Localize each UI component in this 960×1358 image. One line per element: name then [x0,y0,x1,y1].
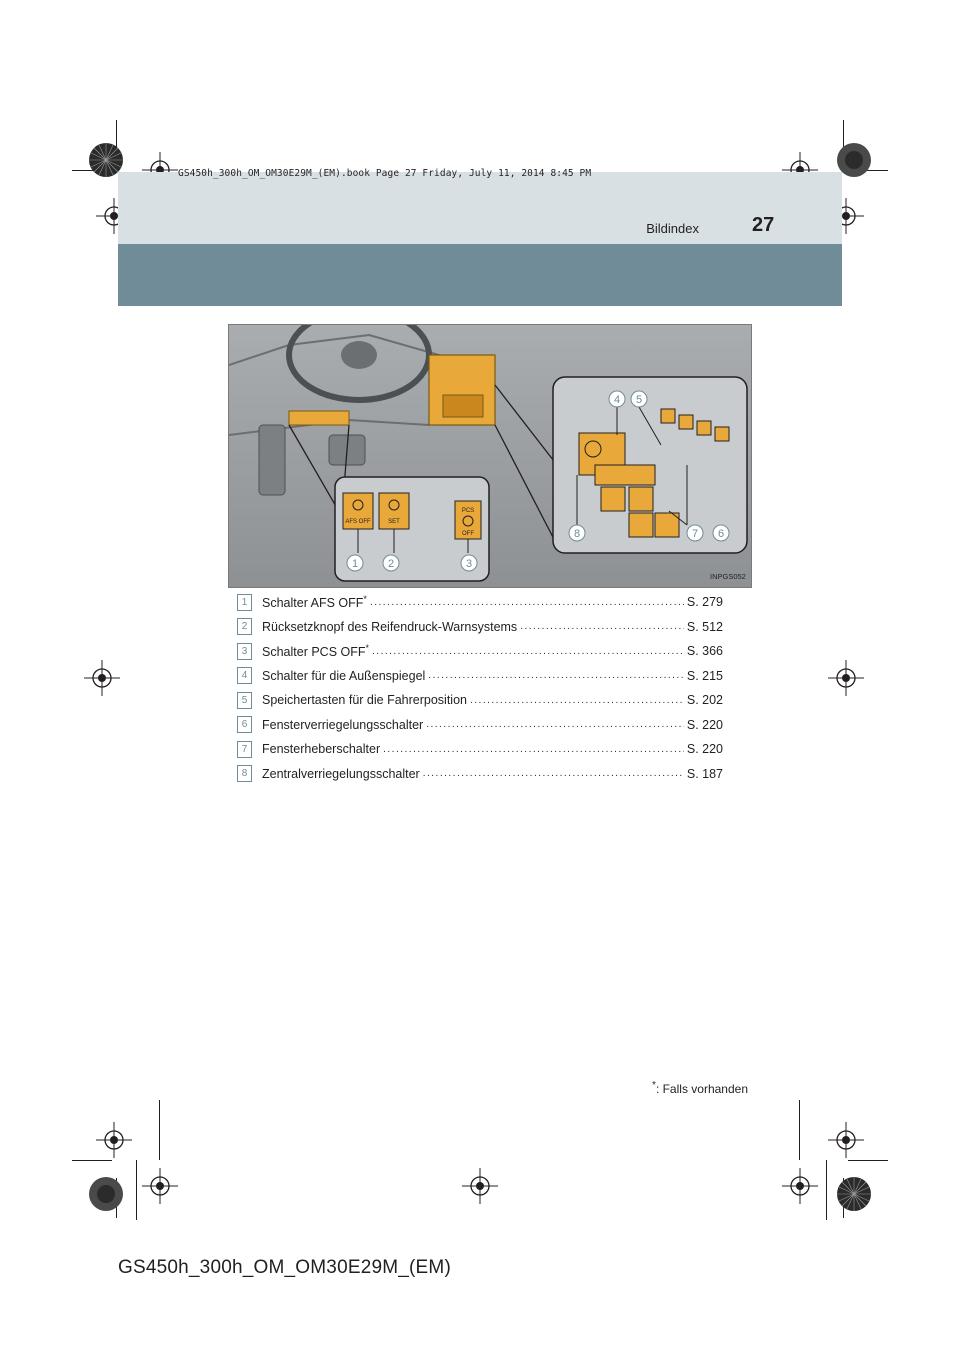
item-number-badge: 3 [237,643,252,660]
starburst-target-icon [88,1176,124,1212]
index-row [237,713,723,738]
item-number-badge: 6 [237,716,252,733]
leader-dots [470,695,684,706]
index-row [237,688,723,713]
leader-dots [372,646,684,657]
svg-text:3: 3 [465,558,473,570]
index-list [237,590,723,786]
callout-3 [461,555,477,571]
callout-5 [631,391,647,407]
item-number-badge: 5 [237,692,252,709]
item-label: Schalter AFS OFF* [262,594,367,611]
leader-dots [428,670,684,681]
svg-text:6: 6 [717,528,725,540]
crop-mark [159,1100,160,1160]
svg-text:2: 2 [387,558,395,570]
index-row [237,664,723,689]
item-page-ref[interactable]: S. 512 [686,619,723,634]
pcs-button-label-top: PCS [461,508,475,514]
item-label: Rücksetzknopf des Reifendruck-Warnsystems [262,619,518,634]
item-number-badge: 4 [237,667,252,684]
header-band [118,172,842,244]
registration-crosshair-icon [142,1168,178,1204]
svg-text:5: 5 [635,394,643,406]
item-page-ref[interactable]: S. 366 [686,644,723,659]
book-stamp: GS450h_300h_OM_OM30E29M_(EM).book Page 27 Friday, July 11, 2014 8:45 PM [178,168,592,179]
registration-crosshair-icon [828,660,864,696]
header-bar [118,244,842,306]
footer-code: GS450h_300h_OM_OM30E29M_(EM) [118,1257,451,1278]
item-page-ref[interactable]: S. 279 [686,595,723,610]
leader-dots [426,719,684,730]
item-page-ref[interactable]: S. 187 [686,766,723,781]
crop-mark [826,1160,827,1220]
leader-dots [423,768,684,779]
index-row [237,639,723,664]
item-number-badge: 1 [237,594,252,611]
footnote: *: Falls vorhanden [652,1080,748,1096]
item-number-badge: 7 [237,741,252,758]
item-page-ref[interactable]: S. 202 [686,693,723,708]
dashboard-illustration [228,324,752,588]
section-title: Bildindex [646,221,699,236]
crop-mark [136,1160,137,1220]
crop-mark [799,1100,800,1160]
item-label: Fensterverriegelungsschalter [262,717,424,732]
index-row [237,590,723,615]
item-page-ref[interactable]: S. 220 [686,742,723,757]
item-page-ref[interactable]: S. 215 [686,668,723,683]
item-label: Zentralverriegelungsschalter [262,766,420,781]
callout-8 [569,525,585,541]
page-number: 27 [752,214,775,236]
callout-1 [347,555,363,571]
item-label: Schalter PCS OFF* [262,643,370,660]
item-label: Schalter für die Außenspiegel [262,668,426,683]
svg-text:7: 7 [691,528,699,540]
index-row [237,737,723,762]
index-row [237,615,723,640]
index-row [237,762,723,787]
svg-text:4: 4 [613,394,621,406]
leader-dots [370,597,684,608]
svg-text:1: 1 [351,558,359,570]
afs-button-label: AFS OFF [345,519,371,525]
registration-crosshair-icon [96,1122,132,1158]
set-button-label: SET [388,519,400,525]
callout-7 [687,525,703,541]
figure-code: INPGS052 [710,572,746,581]
item-label: Fensterheberschalter [262,742,381,757]
callout-6 [713,525,729,541]
registration-crosshair-icon [462,1168,498,1204]
callout-4 [609,391,625,407]
registration-crosshair-icon [828,1122,864,1158]
callout-2 [383,555,399,571]
item-page-ref[interactable]: S. 220 [686,717,723,732]
pcs-button-label-bottom: OFF [462,531,474,537]
svg-text:8: 8 [573,528,581,540]
item-number-badge: 8 [237,765,252,782]
starburst-target-icon [836,1176,872,1212]
registration-crosshair-icon [84,660,120,696]
item-label: Speichertasten für die Fahrerposition [262,693,467,708]
item-number-badge: 2 [237,618,252,635]
crop-mark [848,1160,888,1161]
crop-mark [72,1160,112,1161]
leader-dots [520,621,684,632]
registration-crosshair-icon [782,1168,818,1204]
leader-dots [383,744,684,755]
